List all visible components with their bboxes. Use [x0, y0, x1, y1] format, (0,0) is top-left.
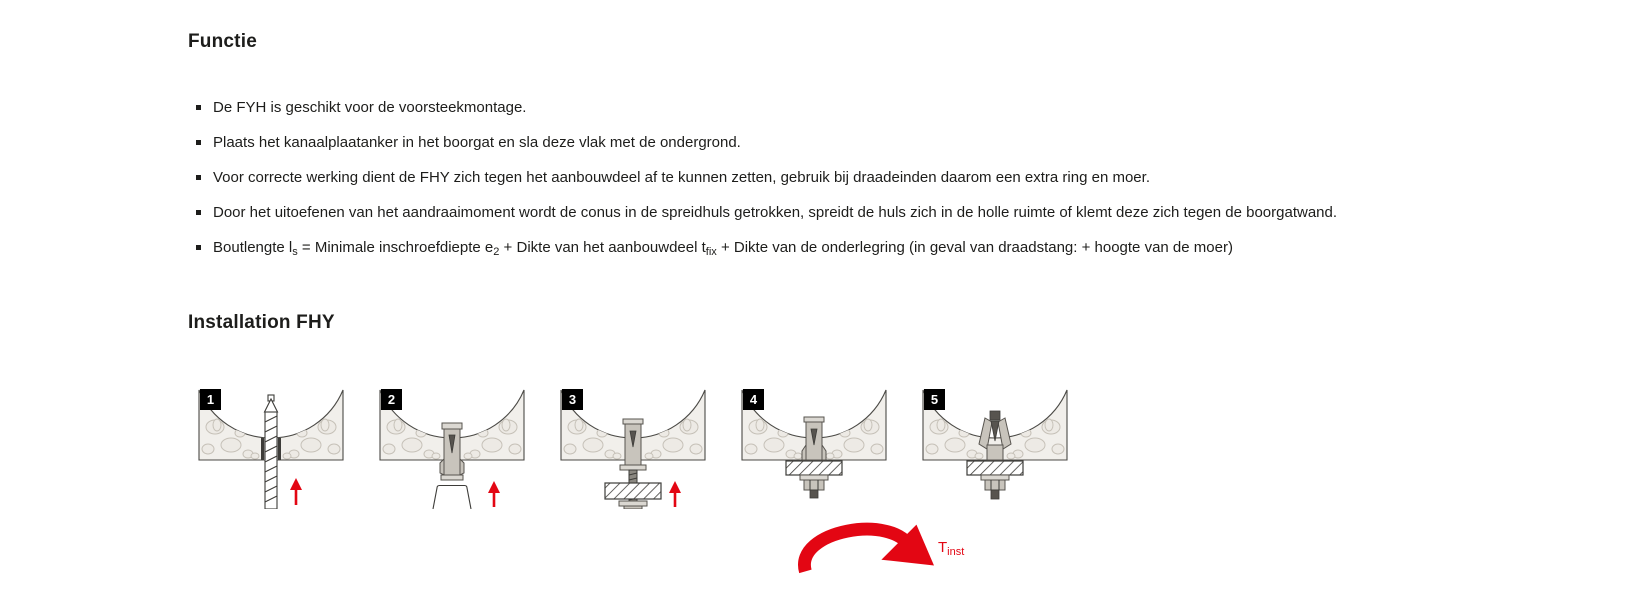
bullet-item — [188, 238, 1637, 262]
step-number-badge: 4 — [743, 389, 764, 410]
bullet-item — [188, 98, 1637, 117]
up-arrow-icon — [488, 481, 500, 507]
installation-step-panel — [195, 387, 347, 509]
torque-arrow-icon — [782, 487, 934, 609]
nut-icon — [624, 506, 642, 509]
threaded-rod-icon — [991, 490, 999, 499]
bullet-square-icon — [196, 245, 201, 250]
functie-heading: Functie — [188, 31, 257, 52]
functie-bullet-list — [188, 98, 1637, 262]
washer-icon — [619, 501, 647, 506]
bullet-square-icon — [196, 175, 201, 180]
bullet-square-icon — [196, 140, 201, 145]
bullet-item — [188, 203, 1637, 222]
bullet-square-icon — [196, 210, 201, 215]
anchor-icon — [802, 417, 826, 460]
bullet-square-icon — [196, 105, 201, 110]
nut-icon — [985, 480, 1005, 490]
bullet-text-formula: Boutlengte $l_s$ = Minimale inschroefdiepte $e_2$ + Dikte van het aanbouwdeel $t_{fix}$ + Dikte van de onderlegring (in geval van draadstang: + hoogte van de moer) — [213, 239, 1233, 258]
installation-heading: Installation FHY — [188, 312, 335, 333]
step-number-badge: 1 — [200, 389, 221, 410]
installation-step-panel — [557, 387, 709, 509]
up-arrow-icon — [669, 481, 681, 507]
bullet-item — [188, 168, 1637, 187]
setting-tool-icon — [433, 486, 471, 510]
bullet-text: Voor correcte werking dient de FHY zich tegen het aanbouwdeel af te kunnen zetten, gebruik bij draadeinden daarom een extra ring en moer. — [213, 169, 1150, 186]
installation-steps-row — [188, 387, 1637, 558]
step-number-badge: 2 — [381, 389, 402, 410]
bullet-text: Door het uitoefenen van het aandraaimoment wordt de conus in de spreidhuls getrokken, spreidt de huls zich in de holle ruimte of klemt deze zich tegen de boorgatwand. — [213, 204, 1338, 221]
fixture-plate-icon — [967, 461, 1023, 475]
drill-icon — [265, 395, 278, 509]
step-number-badge: 5 — [924, 389, 945, 410]
fixture-plate-icon — [605, 483, 661, 499]
washer-icon — [981, 475, 1009, 480]
bullet-text: Plaats het kanaalplaatanker in het boorgat en sla deze vlak met de ondergrond. — [213, 134, 741, 151]
installation-step-panel — [376, 387, 528, 509]
step-number-badge: 3 — [562, 389, 583, 410]
washer-icon — [800, 475, 828, 480]
anchor-icon — [440, 423, 464, 480]
bullet-text: De FYH is geschikt voor de voorsteekmontage. — [213, 99, 527, 116]
torque-text: $T_{inst}$ — [938, 538, 965, 558]
installation-step-panel — [919, 387, 1071, 509]
up-arrow-icon — [290, 478, 302, 505]
installation-step-panel — [738, 387, 965, 558]
fixture-plate-icon — [786, 461, 842, 475]
bullet-item — [188, 133, 1637, 152]
